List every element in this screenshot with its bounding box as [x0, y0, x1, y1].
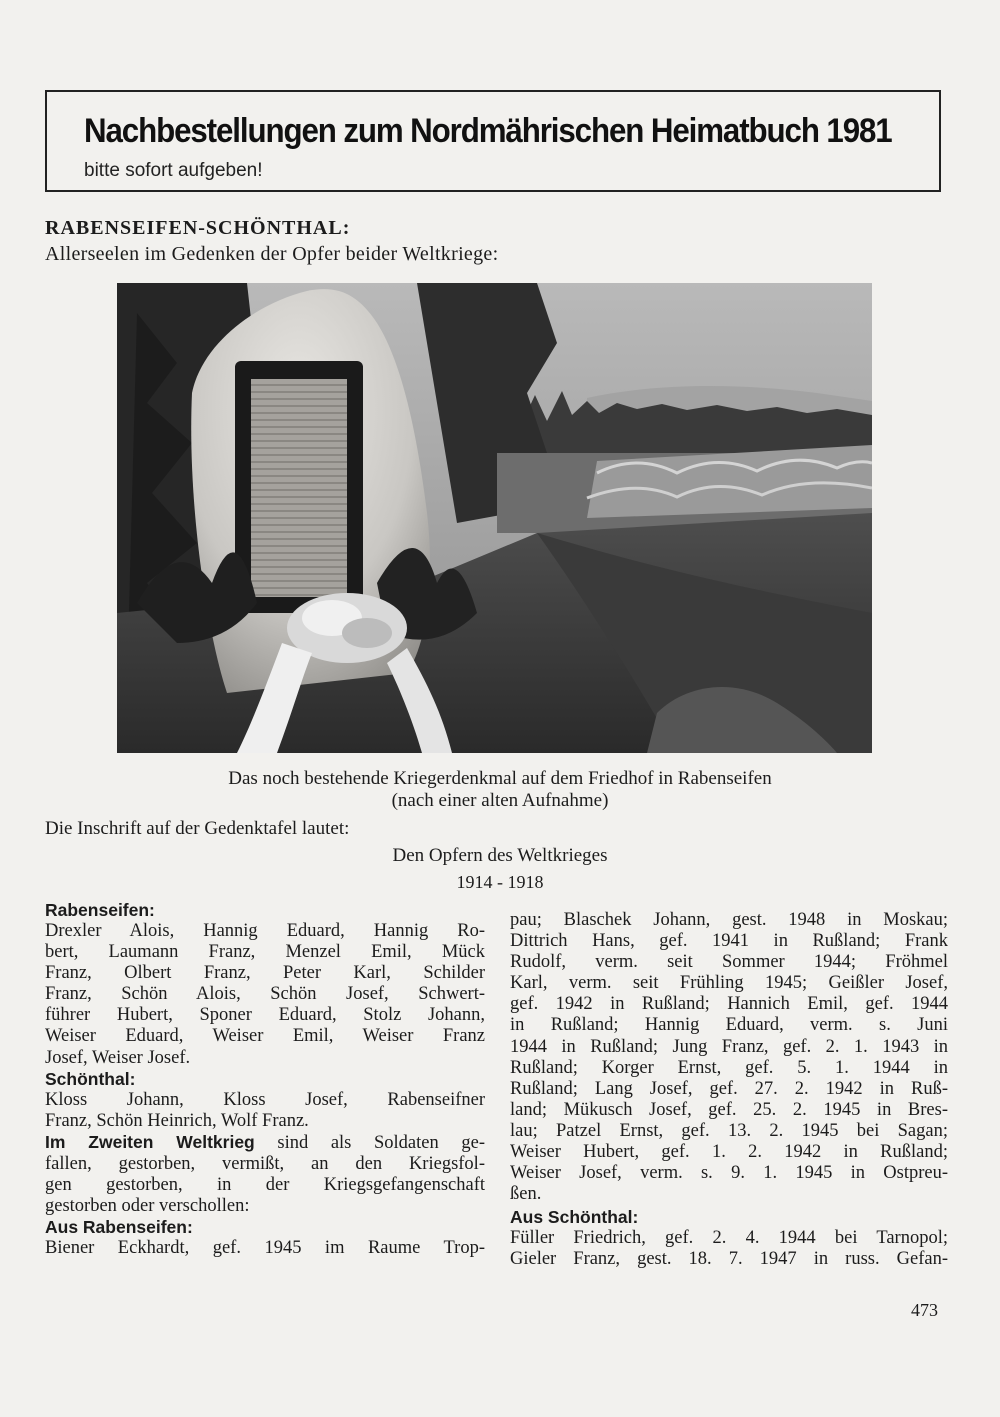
section-title: RABENSEIFEN-SCHÖNTHAL:	[45, 217, 351, 239]
list-line: Rußland; Lang Josef, gef. 27. 2. 1942 in Ruß-	[510, 1078, 948, 1099]
list-line: Franz, Olbert Franz, Peter Karl, Schilder	[45, 963, 485, 984]
list-line: Gieler Franz, gest. 18. 7. 1947 in russ. Gefan-	[510, 1249, 948, 1270]
list-line: Franz, Schön Alois, Schön Josef, Schwert-	[45, 984, 485, 1005]
list-line: Weiser Eduard, Weiser Emil, Weiser Franz	[45, 1026, 485, 1047]
list-line: führer Hubert, Sponer Eduard, Stolz Johann,	[45, 1005, 485, 1026]
memorial-photo	[117, 283, 872, 753]
list-line: pau; Blaschek Johann, gest. 1948 in Moskau;	[510, 910, 948, 930]
section-subtitle: Allerseelen im Gedenken der Opfer beider Weltkriege:	[45, 243, 499, 265]
list-line: 1944 in Rußland; Jung Franz, gef. 2. 1. 1943 in	[510, 1036, 948, 1057]
photo-caption-line1: Das noch bestehende Kriegerdenkmal auf dem Friedhof in Rabenseifen	[228, 768, 772, 789]
list-line: Biener Eckhardt, gef. 1945 im Raume Trop-	[45, 1238, 485, 1259]
list-line: land; Mükusch Josef, gef. 25. 2. 1945 in Bres-	[510, 1099, 948, 1120]
list-line: gestorben oder verschollen:	[45, 1196, 250, 1217]
list-line: Füller Friedrich, gef. 2. 4. 1944 bei Tarnopol;	[510, 1228, 948, 1249]
header-box	[45, 90, 941, 192]
right-column	[510, 910, 948, 1271]
photo-caption-line2: (nach einer alten Aufnahme)	[391, 790, 609, 811]
page-number: 473	[911, 1300, 938, 1320]
heading-rabenseifen: Rabenseifen:	[45, 900, 155, 920]
ww2-intro-line	[45, 1132, 485, 1154]
list-line: Karl, verm. seit Frühling 1945; Geißler Josef,	[510, 973, 948, 994]
list-line: gef. 1942 in Rußland; Hannich Emil, gef. 1944	[510, 994, 948, 1015]
inscription-intro: Die Inschrift auf der Gedenktafel lautet:	[45, 818, 350, 839]
list-line: Drexler Alois, Hannig Eduard, Hannig Ro-	[45, 921, 485, 941]
ww2-bold: Im Zweiten Weltkrieg	[45, 1131, 255, 1152]
header-title: Nachbestellungen zum Nordmährischen Heimatbuch 1981	[84, 112, 892, 150]
list-line: fallen, gestorben, vermißt, an den Kriegsfol-	[45, 1153, 485, 1174]
list-line: Rudolf, verm. seit Sommer 1944; Fröhmel	[510, 952, 948, 973]
list-line: Dittrich Hans, gef. 1941 in Rußland; Frank	[510, 931, 948, 952]
list-line: Kloss Johann, Kloss Josef, Rabenseifner	[45, 1089, 485, 1110]
list-line: Weiser Hubert, gef. 1. 2. 1942 in Rußland;	[510, 1142, 948, 1163]
list-line: in Rußland; Hannig Eduard, verm. s. Juni	[510, 1015, 948, 1036]
header-subtitle: bitte sofort aufgeben!	[84, 160, 263, 181]
list-line: Josef, Weiser Josef.	[45, 1047, 191, 1068]
inscription-text: Den Opfern des Weltkrieges	[392, 845, 608, 866]
list-line: Franz, Schön Heinrich, Wolf Franz.	[45, 1110, 309, 1131]
ww2-first-rest: sind als Soldaten ge-	[254, 1132, 485, 1153]
list-line: ßen.	[510, 1184, 542, 1205]
heading-schoenthal: Schönthal:	[45, 1068, 136, 1089]
left-column	[45, 900, 485, 1259]
heading-aus-schoenthal: Aus Schönthal:	[510, 1207, 639, 1228]
list-line: bert, Laumann Franz, Menzel Emil, Mück	[45, 942, 485, 963]
list-line: Rußland; Korger Ernst, gef. 5. 1. 1944 in	[510, 1057, 948, 1078]
list-line: lau; Patzel Ernst, gef. 13. 2. 1945 bei Sagan;	[510, 1120, 948, 1141]
list-line: gen gestorben, in der Kriegsgefangenschaft	[45, 1175, 485, 1196]
heading-aus-rabenseifen: Aus Rabenseifen:	[45, 1217, 193, 1238]
list-line: Weiser Josef, verm. s. 9. 1. 1945 in Ostpreu-	[510, 1163, 948, 1184]
inscription-years: 1914 - 1918	[456, 872, 544, 892]
